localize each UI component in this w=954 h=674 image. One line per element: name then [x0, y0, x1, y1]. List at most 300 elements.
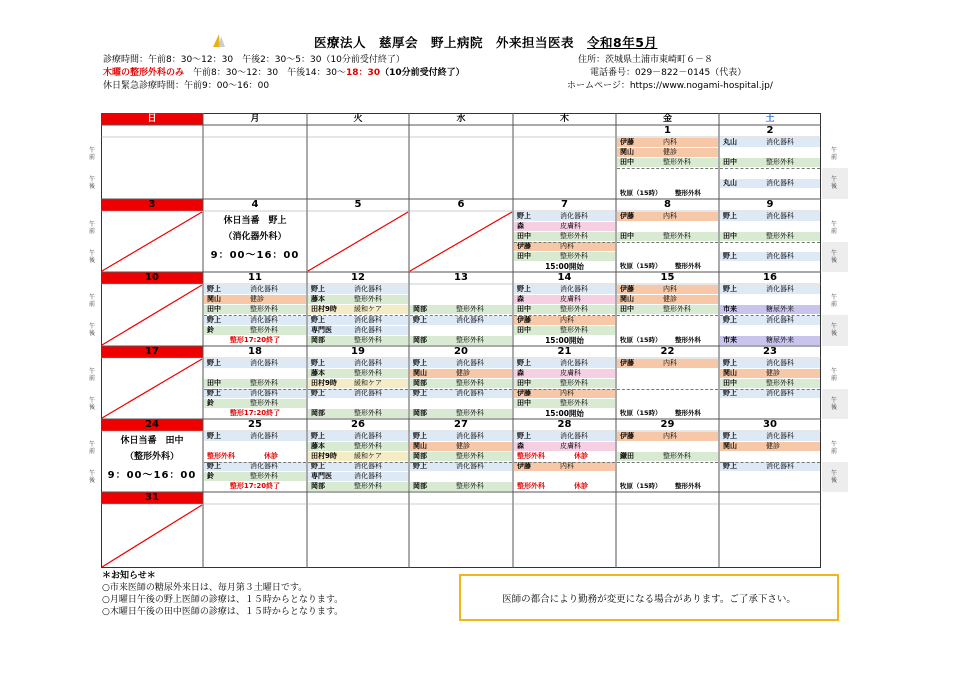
am-pm-divider — [617, 389, 718, 390]
date-number: 24 — [101, 419, 203, 431]
department: 消化器科 — [354, 389, 382, 397]
end-note: 整形17:20終了 — [229, 336, 281, 345]
doctor-name: 岡部 — [413, 482, 427, 491]
schedule-entry — [514, 295, 615, 304]
am-pm-divider — [410, 315, 512, 316]
am-pm-divider — [514, 462, 615, 463]
schedule-entry — [204, 399, 306, 408]
am-pm-divider — [514, 315, 615, 316]
department: 消化器科 — [250, 389, 278, 397]
date-number: 25 — [248, 419, 262, 430]
doctor-name: 田村9時 — [311, 451, 337, 460]
am-pm-divider — [514, 389, 615, 390]
department: 健診 — [663, 147, 677, 156]
schedule-entry — [308, 482, 408, 491]
date-number: 12 — [351, 272, 365, 283]
am-pm-divider — [720, 168, 820, 169]
department: 糖尿外来 — [766, 305, 794, 314]
department: 整形外科 — [675, 409, 701, 418]
date-number: 30 — [763, 419, 777, 430]
side-label-pm: 午 後 — [830, 249, 837, 264]
notices — [102, 570, 343, 618]
department: 整形外科 — [560, 252, 588, 261]
doctor-name: 野上 — [517, 431, 531, 440]
schedule-entry — [514, 369, 615, 378]
side-label-pm: 午 後 — [830, 323, 837, 337]
doctor-name: 丸山 — [723, 178, 737, 187]
side-label-pm: 午 後 — [830, 469, 837, 484]
schedule-entry — [204, 409, 306, 418]
department: 内科 — [663, 137, 677, 146]
holiday-hours: 休日緊急診療時間：午前9：00～16：00 — [103, 81, 270, 91]
department: 内科 — [663, 211, 677, 220]
schedule-entry — [204, 316, 306, 325]
side-label-am: 午 前 — [830, 221, 837, 235]
schedule-entry — [204, 482, 306, 491]
department: 緩和ケア — [354, 378, 382, 387]
department: 消化器科 — [766, 211, 794, 220]
date-number: 16 — [763, 272, 777, 283]
department: 整形外科 — [456, 451, 484, 460]
department: 整形外科 — [560, 325, 588, 334]
department: 消化器科 — [354, 431, 382, 440]
date-number: 6 — [457, 199, 465, 210]
doctor-name: 牧原（15時） — [620, 482, 662, 491]
department: 消化器科 — [560, 211, 588, 220]
department: 糖尿外来 — [766, 336, 794, 345]
schedule-entry — [617, 158, 718, 167]
department: 消化器科 — [456, 315, 484, 324]
doctor-name: 田中 — [517, 378, 531, 387]
doctor-name: 牧原（15時） — [620, 409, 662, 418]
department: 整形外科 — [354, 441, 382, 450]
doctor-name: 野上 — [723, 358, 737, 367]
end-note: 整形17:20終了 — [229, 482, 281, 491]
schedule-entry — [617, 432, 718, 441]
department: 整形外科 — [456, 336, 484, 345]
doctor-name: 牧原（15時） — [620, 336, 662, 345]
doctor-name: 田中 — [723, 158, 737, 167]
doctor-name: 野上 — [723, 462, 737, 470]
department: 整形外科 — [456, 305, 484, 314]
schedule-entry — [514, 336, 615, 345]
am-pm-divider — [204, 389, 306, 390]
department: 消化器科 — [560, 284, 588, 293]
department: 整形外科 — [250, 325, 278, 334]
doctor-name: 田中 — [517, 325, 531, 334]
weekday-fri: 金 — [662, 114, 672, 124]
department: 健診 — [456, 368, 470, 377]
date-number: 15 — [660, 272, 675, 283]
schedule-entry — [204, 326, 306, 335]
schedule-entry — [204, 432, 306, 441]
department: 休診 — [264, 451, 278, 460]
department: 整形外科 — [250, 399, 278, 408]
schedule-entry — [720, 252, 820, 261]
department: 消化器科 — [766, 358, 794, 367]
schedule-entry — [204, 462, 306, 471]
doctor-name: 野上 — [311, 462, 325, 470]
department: 消化器科 — [354, 284, 382, 293]
date-number: 23 — [763, 346, 777, 357]
doctor-name: 森 — [517, 294, 524, 303]
department: 内科 — [560, 389, 574, 397]
doctor-name: 野上 — [207, 315, 221, 324]
department: 内科 — [663, 358, 677, 367]
department: 消化器科 — [766, 462, 794, 470]
doctor-name: 伊藤 — [517, 389, 531, 397]
am-pm-divider — [720, 389, 820, 390]
doctor-name: 野上 — [311, 431, 325, 440]
schedule-entry — [308, 326, 408, 335]
homepage-link[interactable]: ホームページ：https://www.nogami-hospital.jp/ — [567, 81, 773, 91]
doctor-name: 田中 — [517, 231, 531, 240]
department: 消化器科 — [766, 137, 794, 146]
schedule-entry — [204, 285, 306, 294]
schedule-entry — [410, 482, 512, 491]
doctor-name: 関山 — [723, 441, 737, 450]
department: 整形外科 — [250, 472, 278, 481]
department: 整形外科 — [560, 399, 588, 408]
department: 整形外科 — [663, 158, 691, 167]
schedule-entry — [204, 359, 306, 368]
department: 皮膚科 — [560, 368, 581, 377]
doctor-name: 関山 — [620, 147, 634, 156]
department: 整形外科 — [675, 262, 701, 271]
doctor-name: 岡部 — [311, 336, 325, 345]
schedule-entry — [514, 399, 615, 408]
doctor-name: 整形外科 — [517, 482, 545, 491]
am-pm-divider — [617, 315, 718, 316]
schedule-entry — [410, 316, 512, 325]
doctor-name: 丸山 — [723, 137, 737, 146]
department: 整形外科 — [456, 409, 484, 418]
am-pm-divider — [617, 462, 718, 463]
schedule-entry — [617, 359, 718, 368]
schedule-entry — [204, 472, 306, 481]
doctor-name: 岡部 — [311, 482, 325, 491]
department: 整形外科 — [675, 189, 701, 198]
department: 整形外科 — [766, 378, 794, 387]
weekday-tue: 火 — [353, 114, 363, 124]
department: 消化器科 — [250, 431, 278, 440]
doctor-name: 野上 — [723, 315, 737, 324]
doctor-name: 関山 — [620, 294, 634, 303]
notice-item: ○木曜日午後の田中医師の診療は、１５時からとなります。 — [102, 607, 344, 617]
department: 消化器科 — [354, 472, 382, 481]
schedule-entry — [514, 232, 615, 241]
side-label-am: 午 前 — [88, 221, 95, 235]
department: 整形外科 — [250, 305, 278, 314]
schedule-entry — [720, 232, 820, 241]
schedule-entry — [308, 379, 408, 388]
doctor-name: 関山 — [207, 294, 221, 303]
schedule-entry — [308, 316, 408, 325]
department: 消化器科 — [560, 358, 588, 367]
department: 整形外科 — [560, 231, 588, 240]
doctor-name: 森 — [517, 221, 524, 230]
date-number: 26 — [351, 419, 365, 430]
department: 健診 — [766, 441, 780, 450]
schedule-entry — [720, 462, 820, 471]
department: 皮膚科 — [560, 441, 581, 450]
department: 整形外科 — [354, 368, 382, 377]
doctor-name: 専門医 — [311, 472, 332, 481]
department: 消化器科 — [456, 462, 484, 470]
department: 消化器科 — [766, 431, 794, 440]
doctor-name: 野上 — [413, 431, 427, 440]
doctor-name: 田村9時 — [311, 378, 337, 387]
side-label-am: 午 前 — [88, 368, 95, 382]
schedule-entry — [410, 462, 512, 471]
doctor-name: 野上 — [207, 431, 221, 440]
doctor-name: 伊藤 — [620, 358, 634, 367]
doctor-name: 野上 — [517, 358, 531, 367]
side-label-am: 午 前 — [88, 441, 95, 455]
department: 健診 — [766, 368, 780, 377]
am-pm-divider — [617, 168, 718, 169]
schedule-entry — [204, 452, 306, 461]
schedule-entry — [514, 462, 615, 471]
date-number: 5 — [354, 199, 362, 210]
doctor-name: 鎌田 — [620, 451, 634, 460]
doctor-name: 田中 — [620, 305, 634, 314]
department: 内科 — [560, 462, 574, 470]
date-number: 19 — [351, 346, 365, 357]
weekday-mon: 月 — [250, 114, 260, 124]
schedule-entry — [720, 305, 820, 314]
doctor-name: 岡部 — [413, 336, 427, 345]
schedule-entry — [308, 295, 408, 304]
address: 住所：茨城県土浦市東崎町６－８ — [578, 55, 714, 65]
department: 消化器科 — [354, 315, 382, 324]
schedule-entry — [514, 262, 615, 271]
schedule-entry — [720, 379, 820, 388]
schedule-entry — [410, 409, 512, 418]
am-pm-divider — [308, 389, 408, 390]
schedule-entry — [410, 452, 512, 461]
doctor-name: 関山 — [723, 368, 737, 377]
end-note: 整形17:20終了 — [229, 409, 281, 418]
schedule-entry — [308, 369, 408, 378]
doctor-name: 野上 — [207, 284, 221, 293]
doctor-name: 田中 — [207, 378, 221, 387]
doctor-name: 田中 — [517, 252, 531, 261]
department: 消化器科 — [250, 284, 278, 293]
schedule-entry — [204, 389, 306, 398]
department: 内科 — [560, 315, 574, 324]
doctor-name: 野上 — [311, 284, 325, 293]
schedule-entry — [308, 452, 408, 461]
date-number: 7 — [561, 199, 568, 210]
date-number: 2 — [766, 125, 774, 136]
schedule-entry — [720, 138, 820, 147]
side-label-pm: 午 後 — [830, 396, 837, 411]
doctor-name: 野上 — [723, 211, 737, 220]
department: 消化器科 — [766, 284, 794, 293]
schedule-entry — [720, 389, 820, 398]
notice-item: ○市来医師の糖尿外来日は、毎月第３土曜日です。 — [102, 583, 308, 593]
schedule-entry — [617, 409, 718, 418]
holiday-hours-cell: 9：00～16：00 — [107, 470, 197, 481]
doctor-name: 野上 — [207, 389, 221, 397]
schedule-entry — [514, 242, 615, 251]
phone: 電話番号：029－822－0145（代表） — [590, 68, 747, 78]
am-pm-divider — [410, 462, 512, 463]
date-number: 18 — [248, 346, 262, 357]
doctor-name: 伊藤 — [517, 462, 531, 470]
holiday-hours-cell: 9：00～16：00 — [210, 250, 300, 261]
schedule-entry — [617, 138, 718, 147]
department: 整形外科 — [766, 231, 794, 240]
schedule-entry — [514, 359, 615, 368]
side-label-pm: 午 後 — [830, 176, 837, 190]
department: 消化器科 — [250, 358, 278, 367]
weekday-sun: 日 — [101, 113, 203, 125]
notices-heading: ＊お知らせ＊ — [102, 571, 156, 581]
schedule-entry — [720, 359, 820, 368]
schedule-entry — [514, 252, 615, 261]
doctor-name: 田村9時 — [311, 305, 337, 314]
am-pm-divider — [514, 242, 615, 243]
doctor-name: 森 — [517, 368, 524, 377]
doctor-name: 野上 — [311, 389, 325, 397]
schedule-entry — [617, 285, 718, 294]
doctor-name: 藤本 — [311, 294, 325, 303]
am-pm-divider — [720, 242, 820, 243]
doctor-name: 岡部 — [413, 378, 427, 387]
schedule-entry — [410, 359, 512, 368]
date-number: 10 — [101, 272, 203, 284]
doctor-name: 野上 — [311, 358, 325, 367]
date-number: 9 — [766, 199, 774, 210]
department: 消化器科 — [250, 462, 278, 470]
doctor-name: 伊藤 — [620, 211, 634, 220]
department: 整形外科 — [663, 451, 691, 460]
am-pm-divider — [308, 462, 408, 463]
schedule-entry — [308, 409, 408, 418]
side-label-am: 午 前 — [88, 147, 95, 161]
schedule-entry — [204, 305, 306, 314]
department: 消化器科 — [456, 431, 484, 440]
schedule-entry — [514, 452, 615, 461]
thursday-hours-a: 午前8：30～12：30 午後14：30～ — [193, 68, 347, 78]
schedule-entry — [308, 432, 408, 441]
doctor-name: 岡部 — [413, 305, 427, 314]
department: 整形外科 — [354, 409, 382, 418]
side-label-pm: 午 後 — [88, 469, 95, 484]
schedule-entry — [410, 336, 512, 345]
schedule-entry — [617, 148, 718, 157]
doctor-name: 藤本 — [311, 441, 325, 450]
doctor-name: 野上 — [723, 252, 737, 261]
date-number: 1 — [664, 125, 671, 136]
doctor-name: 牧原（15時） — [620, 262, 662, 271]
department: 消化器科 — [354, 462, 382, 470]
clinic-hours: 診療時間：午前8：30～12：30 午後2：30～5：30（10分前受付終了） — [103, 55, 405, 65]
side-label-pm: 午 後 — [88, 323, 95, 337]
department: 皮膚科 — [560, 294, 581, 303]
department: 内科 — [663, 431, 677, 440]
doctor-name: 牧原（15時） — [620, 189, 662, 198]
am-pm-divider — [308, 315, 408, 316]
department: 休診 — [574, 482, 588, 491]
doctor-name: 田中 — [723, 231, 737, 240]
am-pm-divider — [410, 389, 512, 390]
department: 消化器科 — [456, 389, 484, 397]
schedule-entry — [514, 389, 615, 398]
doctor-name: 野上 — [413, 389, 427, 397]
doctor-name: 野上 — [413, 315, 427, 324]
doctor-name: 野上 — [517, 284, 531, 293]
schedule-entry — [514, 326, 615, 335]
start-note: 15:00開始 — [545, 409, 584, 419]
date-number: 8 — [664, 199, 671, 210]
doctor-name: 関山 — [413, 368, 427, 377]
department: 整形外科 — [675, 336, 701, 345]
department: 整形外科 — [675, 482, 701, 491]
side-label-am: 午 前 — [830, 147, 837, 161]
department: 整形外科 — [663, 231, 691, 240]
schedule-entry — [617, 189, 718, 198]
doctor-name: 田中 — [517, 305, 531, 314]
department: 健診 — [663, 294, 677, 303]
department: 消化器科 — [766, 389, 794, 397]
department: 整形外科 — [456, 482, 484, 491]
department: 整形外科 — [766, 158, 794, 167]
department: 消化器科 — [354, 358, 382, 367]
schedule-entry — [308, 359, 408, 368]
schedule-entry — [720, 285, 820, 294]
date-number: 29 — [660, 419, 675, 430]
department: 消化器科 — [354, 325, 382, 334]
schedule-entry — [617, 482, 718, 491]
department: 整形外科 — [354, 294, 382, 303]
department: 整形外科 — [456, 378, 484, 387]
schedule-entry — [514, 285, 615, 294]
doctor-name: 野上 — [207, 462, 221, 470]
date-number: 4 — [251, 199, 259, 210]
schedule-entry — [308, 472, 408, 481]
department: 整形外科 — [354, 482, 382, 491]
date-number: 20 — [454, 346, 468, 357]
doctor-name: 整形外科 — [207, 451, 235, 460]
doctor-name: 野上 — [207, 358, 221, 367]
doctor-name: 野上 — [723, 431, 737, 440]
schedule-entry — [720, 336, 820, 345]
schedule-entry — [204, 336, 306, 345]
schedule-entry — [514, 222, 615, 231]
schedule-entry — [720, 432, 820, 441]
schedule-entry — [720, 179, 820, 188]
notice-box: 医師の都合により勤務が変更になる場合があります。ご了承下さい。 — [459, 574, 839, 621]
department: 緩和ケア — [354, 305, 382, 314]
schedule-entry — [617, 452, 718, 461]
schedule-entry — [514, 432, 615, 441]
doctor-name: 田中 — [620, 231, 634, 240]
doctor-name: 野上 — [413, 462, 427, 470]
schedule-entry — [617, 262, 718, 271]
date-number: 13 — [454, 272, 468, 283]
thursday-end: 18：30 — [346, 68, 381, 78]
doctor-name: 藤本 — [311, 368, 325, 377]
schedule-entry — [308, 285, 408, 294]
doctor-name: 田中 — [517, 399, 531, 408]
holiday-duty: 休日当番 野上 — [223, 216, 287, 226]
am-pm-divider — [204, 315, 306, 316]
date-number: 31 — [101, 492, 203, 504]
department: 消化器科 — [250, 315, 278, 324]
